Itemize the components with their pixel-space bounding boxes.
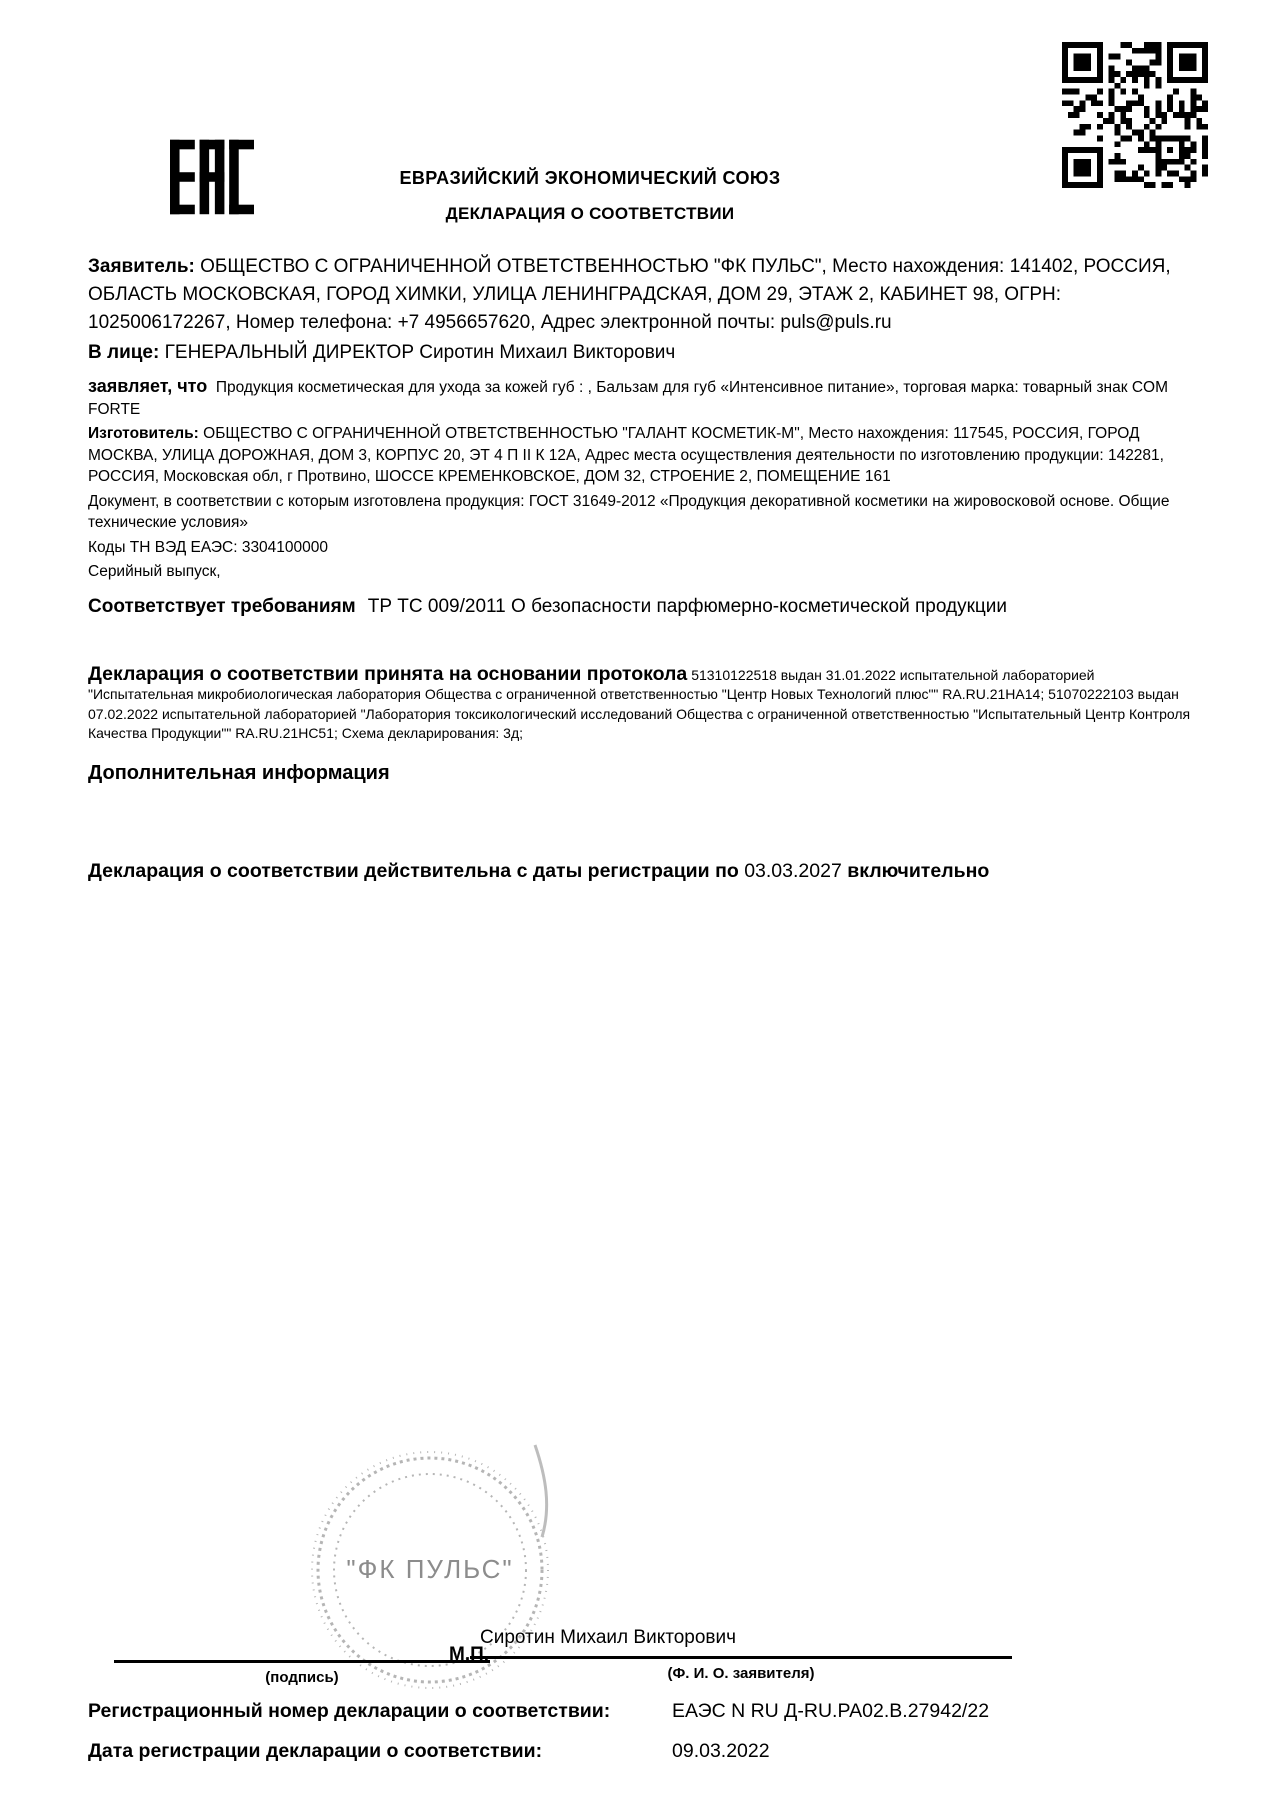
qr-code-icon: [1062, 42, 1208, 188]
name-caption: (Ф. И. О. заявителя): [667, 1665, 815, 1682]
document-title: ДЕКЛАРАЦИЯ О СООТВЕТСТВИИ: [445, 204, 735, 223]
registration-number-label: Регистрационный номер декларации о соответствии:: [88, 1700, 611, 1722]
signer-name: Сиротин Михаил Викторович: [480, 1627, 737, 1648]
document-header: [255, 168, 925, 224]
representative-text: ГЕНЕРАЛЬНЫЙ ДИРЕКТОР Сиротин Михаил Викторович: [164, 342, 676, 363]
validity-date: 03.03.2027: [744, 859, 842, 882]
registration-number-value: ЕАЭС N RU Д-RU.РА02.В.27942/22: [672, 1700, 990, 1722]
union-title: ЕВРАЗИЙСКИЙ ЭКОНОМИЧЕСКИЙ СОЮЗ: [399, 168, 781, 188]
compliance-label: Соответствует требованиям: [88, 595, 356, 617]
eac-logo-icon: [170, 138, 254, 216]
basis-text: 51310122518 выдан 31.01.2022 испытательной лабораторией "Испытательная микробиологическая лаборатория Общества с ограниченной ответственностью "Центр Новых Технологий плюс"" RA.RU.21НА14; 51070222103 выдан 07.02.2022 испытательной лабораторией "Лаборатория токсикологический исследований Общества с ограниченной ответственностью "Испытательный Центр Контроля Качества Продукции"" RA.RU.21НС51; Схема декларирования: 3д;: [88, 666, 1191, 741]
validity-paragraph: [88, 857, 1192, 886]
representative-paragraph: [88, 339, 1192, 367]
stamp-company-text: "ФК ПУЛЬС": [346, 1554, 514, 1584]
basis-label: Декларация о соответствии принята на основании протокола: [88, 662, 688, 685]
release-type: Серийный выпуск,: [88, 563, 221, 580]
eac-logo: [170, 138, 254, 216]
compliance-paragraph: [88, 593, 1192, 621]
qr-code-pattern: [1062, 42, 1208, 188]
tnved-code: Коды ТН ВЭД ЕАЭС: 3304100000: [88, 538, 329, 556]
applicant-label: Заявитель:: [88, 256, 195, 277]
product-block: [88, 376, 1192, 583]
compliance-text: ТР ТС 009/2011 О безопасности парфюмерно-косметической продукции: [367, 595, 1008, 617]
registration-date-value: 09.03.2022: [672, 1740, 770, 1762]
product-text: Продукция косметическая для ухода за кожей губ : , Бальзам для губ «Интенсивное питание», торговая марка: товарный знак COM FORTE: [88, 379, 1168, 418]
applicant-paragraph: [88, 253, 1192, 337]
validity-suffix: включительно: [847, 859, 990, 882]
registration-date-label: Дата регистрации декларации о соответствии:: [88, 1740, 543, 1762]
product-paragraph: [88, 376, 1192, 420]
representative-label: В лице:: [88, 342, 160, 363]
stamp-place-label: М.П.: [449, 1644, 490, 1665]
additional-info-label: Дополнительная информация: [88, 761, 390, 784]
signature-stroke: [535, 1445, 547, 1537]
signature-line: [114, 1660, 490, 1663]
basis-paragraph: [88, 662, 1192, 744]
manufacturer-text: ОБЩЕСТВО С ОГРАНИЧЕННОЙ ОТВЕТСТВЕННОСТЬЮ "ГАЛАНТ КОСМЕТИК-М", Место нахождения: 117545, РОССИЯ, ГОРОД МОСКВА, УЛИЦА ДОРОЖНАЯ, ДОМ 3, КОРПУС 20, ЭТ 4 П II К 12А, Адрес места осуществления деятельности по изготовлению продукции: 142281, РОССИЯ, Московская обл, г Протвино, ШОССЕ КРЕМЕНКОВСКОЕ, ДОМ 32, СТРОЕНИЕ 2, ПОМЕЩЕНИЕ 161: [88, 425, 1164, 485]
name-line: [470, 1656, 1012, 1659]
manufacturer-paragraph: [88, 423, 1192, 488]
manufacturer-label: Изготовитель:: [88, 425, 199, 442]
document-body: [88, 253, 1192, 905]
standard-paragraph: Документ, в соответствии с которым изготовлена продукция: ГОСТ 31649-2012 «Продукция декоративной косметики на жировосковой основе. Общие технические условия»: [88, 492, 1170, 531]
signature-caption: (подпись): [265, 1669, 339, 1686]
declares-label: заявляет, что: [88, 376, 208, 396]
validity-label: Декларация о соответствии действительна с даты регистрации по: [88, 859, 739, 882]
applicant-text: ОБЩЕСТВО С ОГРАНИЧЕННОЙ ОТВЕТСТВЕННОСТЬЮ "ФК ПУЛЬС", Место нахождения: 141402, РОССИЯ, ОБЛАСТЬ МОСКОВСКАЯ, ГОРОД ХИМКИ, УЛИЦА ЛЕНИНГРАДСКАЯ, ДОМ 29, ЭТАЖ 2, КАБИНЕТ 98, ОГРН: 1025006172267, Номер телефона: +7 4956657620, Адрес электронной почты: puls@puls.ru: [88, 256, 1171, 333]
